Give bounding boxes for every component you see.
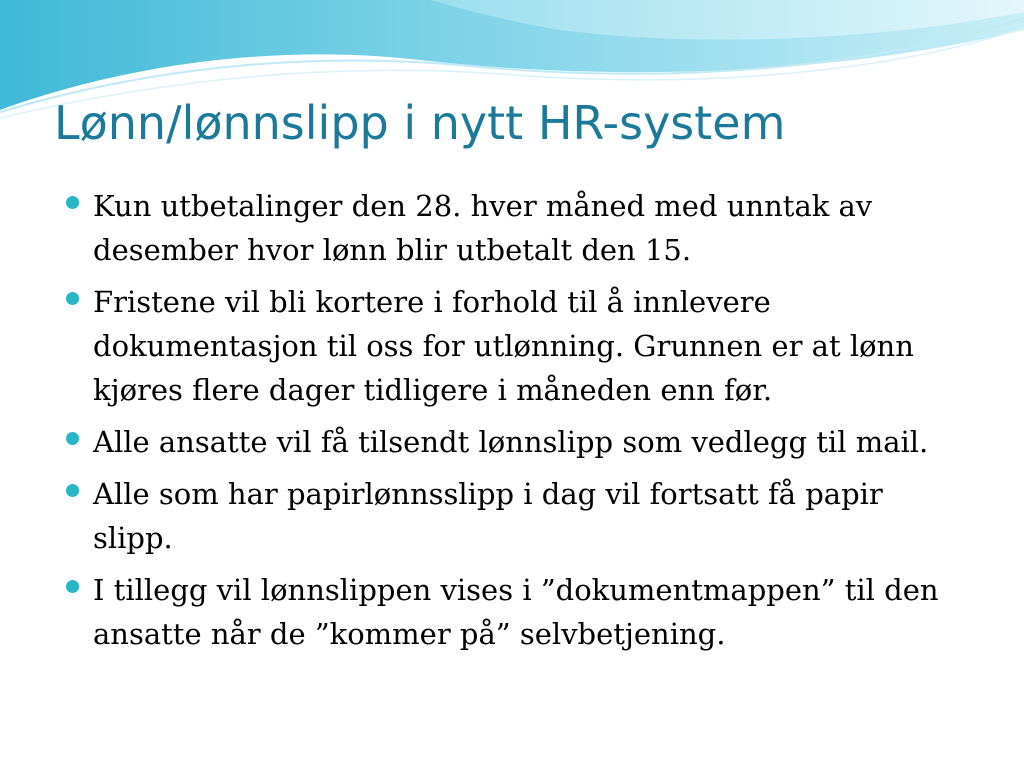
bullet-text: Fristene vil bli kortere i forhold til å innlevere dokumentasjon til oss for utlønning. Grunnen er at lønn kjøres flere dager tidligere i måneden enn før. [93,285,914,407]
bullet-dot-icon [66,196,79,209]
bullet-text: Alle som har papirlønnsslipp i dag vil fortsatt få papir slipp. [93,477,883,555]
bullet-item [66,184,966,272]
bullet-item [66,280,966,412]
bullet-dot-icon [66,292,79,305]
bullet-dot-icon [66,432,79,445]
bullet-dot-icon [66,580,79,593]
bullet-dot-icon [66,484,79,497]
bullet-text: Kun utbetalinger den 28. hver måned med unntak av desember hvor lønn blir utbetalt den 15. [93,189,873,267]
bullet-text: Alle ansatte vil få tilsendt lønnslipp som vedlegg til mail. [93,425,929,459]
slide-title: Lønn/lønnslipp i nytt HR-system [54,96,786,150]
bullet-item [66,568,966,656]
bullet-list [66,184,966,664]
bullet-item [66,420,966,464]
bullet-text: I tillegg vil lønnslippen vises i ”dokumentmappen” til den ansatte når de ”kommer på” selvbetjening. [93,573,939,651]
bullet-item [66,472,966,560]
